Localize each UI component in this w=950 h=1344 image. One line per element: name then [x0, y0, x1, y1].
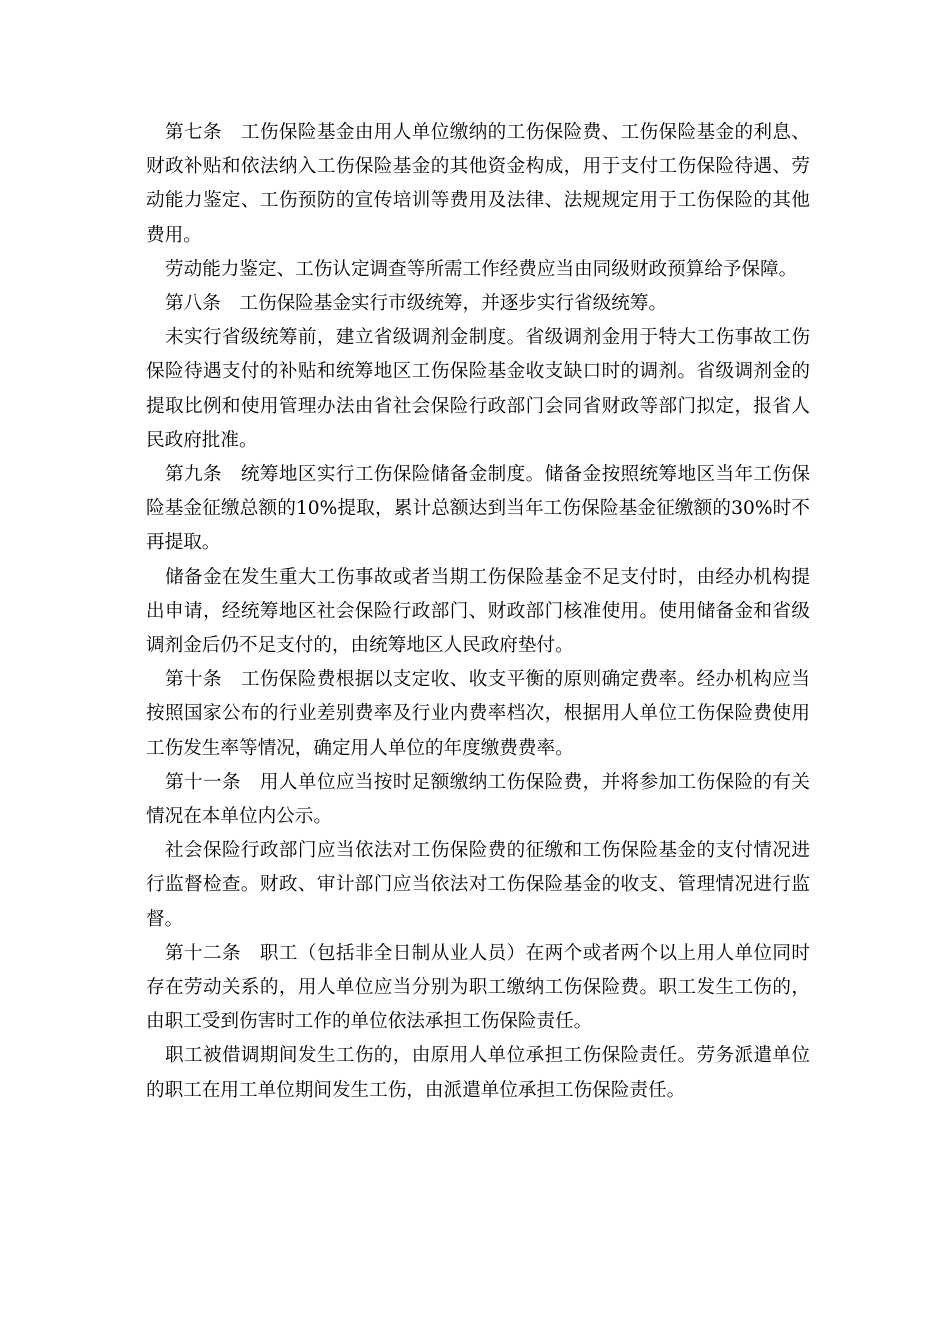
article-11-paragraph-2: 社会保险行政部门应当依法对工伤保险费的征缴和工伤保险基金的支付情况进行监督检查。财政、审计部门应当依法对工伤保险基金的收支、管理情况进行监督。 — [146, 840, 810, 930]
article-9: 第九条 统筹地区实行工伤保险储备金制度。储备金按照统筹地区当年工伤保险基金征缴总额的10%提取，累计总额达到当年工伤保险基金征缴额的30%时不再提取。 — [146, 464, 810, 554]
article-8: 第八条 工伤保险基金实行市级统筹，并逐步实行省级统筹。 — [165, 293, 668, 315]
article-8-paragraph-2: 未实行省级统筹前，建立省级调剂金制度。省级调剂金用于特大工伤事故工伤保险待遇支付的补贴和统筹地区工伤保险基金收支缺口时的调剂。省级调剂金的提取比例和使用管理办法由省社会保险行政部门会同省财政等部门拟定，报省人民政府批准。 — [146, 327, 810, 451]
document-page — [146, 116, 810, 1108]
article-12-paragraph-2: 职工被借调期间发生工伤的，由原用人单位承担工伤保险责任。劳务派遣单位的职工在用工单位期间发生工伤，由派遣单位承担工伤保险责任。 — [146, 1045, 810, 1101]
article-11: 第十一条 用人单位应当按时足额缴纳工伤保险费，并将参加工伤保险的有关情况在本单位内公示。 — [146, 771, 810, 828]
article-7-paragraph-2: 劳动能力鉴定、工伤认定调查等所需工作经费应当由同级财政预算给予保障。 — [165, 258, 798, 280]
article-9-paragraph-2: 储备金在发生重大工伤事故或者当期工伤保险基金不足支付时，由经办机构提出申请，经统筹地区社会保险行政部门、财政部门核准使用。使用储备金和省级调剂金后仍不足支付的，由统筹地区人民政府垫付。 — [146, 566, 810, 657]
article-7: 第七条 工伤保险基金由用人单位缴纳的工伤保险费、工伤保险基金的利息、财政补贴和依法纳入工伤保险基金的其他资金构成，用于支付工伤保险待遇、劳动能力鉴定、工伤预防的宣传培训等费用及法律、法规规定用于工伤保险的其他费用。 — [146, 122, 810, 246]
article-10: 第十条 工伤保险费根据以支定收、收支平衡的原则确定费率。经办机构应当按照国家公布的行业差别费率及行业内费率档次，根据用人单位工伤保险费使用工伤发生率等情况，确定用人单位的年度缴费费率。 — [146, 669, 810, 759]
article-12: 第十二条 职工（包括非全日制从业人员）在两个或者两个以上用人单位同时存在劳动关系的，用人单位应当分别为职工缴纳工伤保险费。职工发生工伤的，由职工受到伤害时工作的单位依法承担工伤保险责任。 — [146, 942, 810, 1033]
